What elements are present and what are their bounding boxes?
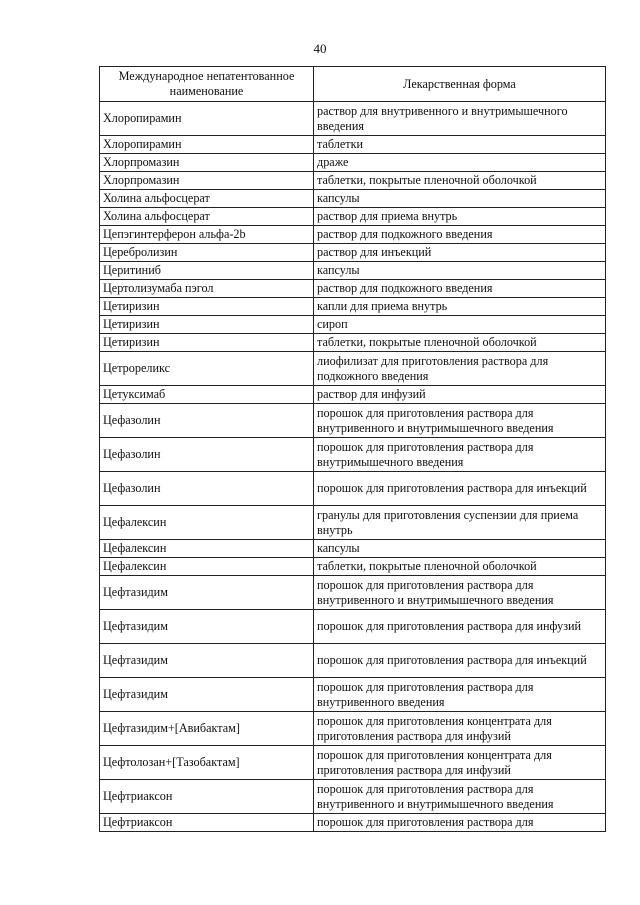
page-number: 40 xyxy=(313,41,327,56)
drug-name-cell: Цефтолозан+[Тазобактам] xyxy=(100,746,314,780)
table-row xyxy=(100,644,606,678)
dosage-form-cell: сироп xyxy=(314,316,606,334)
header-form: Лекарственная форма xyxy=(314,67,606,102)
dosage-form-cell: раствор для инъекций xyxy=(314,244,606,262)
dosage-form-cell: лиофилизат для приготовления раствора для подкожного введения xyxy=(314,352,606,386)
drug-name-cell: Цертолизумаба пэгол xyxy=(100,280,314,298)
table-row xyxy=(100,438,606,472)
table-row xyxy=(100,386,606,404)
drug-name-cell: Хлорпромазин xyxy=(100,154,314,172)
table-row xyxy=(100,334,606,352)
drug-name-cell: Цефтриаксон xyxy=(100,814,314,832)
table-row xyxy=(100,136,606,154)
table-row xyxy=(100,404,606,438)
table-row xyxy=(100,102,606,136)
dosage-form-cell: порошок для приготовления раствора для внутримышечного введения xyxy=(314,438,606,472)
drug-name-cell: Хлоропирамин xyxy=(100,102,314,136)
table-row xyxy=(100,746,606,780)
dosage-form-cell: таблетки, покрытые пленочной оболочкой xyxy=(314,172,606,190)
table-row xyxy=(100,244,606,262)
dosage-form-cell: порошок для приготовления раствора для внутривенного и внутримышечного введения xyxy=(314,780,606,814)
dosage-form-cell: капсулы xyxy=(314,190,606,208)
drug-name-cell: Цефтазидим xyxy=(100,678,314,712)
drug-name-cell: Церитиниб xyxy=(100,262,314,280)
drug-name-cell: Цефалексин xyxy=(100,558,314,576)
dosage-form-cell: раствор для приема внутрь xyxy=(314,208,606,226)
table-row xyxy=(100,610,606,644)
drug-name-cell: Цетиризин xyxy=(100,298,314,316)
table-row xyxy=(100,208,606,226)
drug-name-cell: Цефтазидим+[Авибактам] xyxy=(100,712,314,746)
drug-name-cell: Холина альфосцерат xyxy=(100,208,314,226)
dosage-form-cell: порошок для приготовления концентрата для приготовления раствора для инфузий xyxy=(314,712,606,746)
drug-name-cell: Цетрореликс xyxy=(100,352,314,386)
drug-forms-table xyxy=(99,66,606,832)
dosage-form-cell: порошок для приготовления раствора для xyxy=(314,814,606,832)
drug-name-cell: Цефтриаксон xyxy=(100,780,314,814)
dosage-form-cell: драже xyxy=(314,154,606,172)
table-row xyxy=(100,154,606,172)
drug-name-cell: Цефазолин xyxy=(100,438,314,472)
table-row xyxy=(100,780,606,814)
table-row xyxy=(100,298,606,316)
table-row xyxy=(100,540,606,558)
table-row xyxy=(100,316,606,334)
dosage-form-cell: таблетки xyxy=(314,136,606,154)
drug-name-cell: Цефазолин xyxy=(100,472,314,506)
drug-name-cell: Цепэгинтерферон альфа-2b xyxy=(100,226,314,244)
table-row xyxy=(100,280,606,298)
dosage-form-cell: раствор для внутривенного и внутримышечного введения xyxy=(314,102,606,136)
drug-name-cell: Цефалексин xyxy=(100,506,314,540)
drug-name-cell: Холина альфосцерат xyxy=(100,190,314,208)
dosage-form-cell: раствор для подкожного введения xyxy=(314,226,606,244)
dosage-form-cell: раствор для инфузий xyxy=(314,386,606,404)
dosage-form-cell: таблетки, покрытые пленочной оболочкой xyxy=(314,558,606,576)
table-row xyxy=(100,712,606,746)
dosage-form-cell: гранулы для приготовления суспензии для приема внутрь xyxy=(314,506,606,540)
table-row xyxy=(100,576,606,610)
dosage-form-cell: порошок для приготовления раствора для внутривенного введения xyxy=(314,678,606,712)
dosage-form-cell: порошок для приготовления раствора для внутривенного и внутримышечного введения xyxy=(314,404,606,438)
drug-name-cell: Хлорпромазин xyxy=(100,172,314,190)
header-name: Международное непатентованное наименование xyxy=(100,67,314,102)
dosage-form-cell: капли для приема внутрь xyxy=(314,298,606,316)
drug-name-cell: Церебролизин xyxy=(100,244,314,262)
table-row xyxy=(100,678,606,712)
drug-name-cell: Хлоропирамин xyxy=(100,136,314,154)
table-row xyxy=(100,558,606,576)
dosage-form-cell: капсулы xyxy=(314,262,606,280)
dosage-form-cell: порошок для приготовления раствора для инъекций xyxy=(314,472,606,506)
table-row xyxy=(100,506,606,540)
dosage-form-cell: капсулы xyxy=(314,540,606,558)
table-row xyxy=(100,352,606,386)
drug-name-cell: Цефтазидим xyxy=(100,576,314,610)
dosage-form-cell: порошок для приготовления концентрата для приготовления раствора для инфузий xyxy=(314,746,606,780)
dosage-form-cell: порошок для приготовления раствора для инъекций xyxy=(314,644,606,678)
drug-name-cell: Цетиризин xyxy=(100,316,314,334)
drug-name-cell: Цефазолин xyxy=(100,404,314,438)
table-row xyxy=(100,814,606,832)
dosage-form-cell: раствор для подкожного введения xyxy=(314,280,606,298)
drug-name-cell: Цефтазидим xyxy=(100,644,314,678)
drug-name-cell: Цефтазидим xyxy=(100,610,314,644)
table-header-row xyxy=(100,67,606,102)
table-row xyxy=(100,262,606,280)
drug-name-cell: Цетуксимаб xyxy=(100,386,314,404)
table-row xyxy=(100,190,606,208)
drug-name-cell: Цефалексин xyxy=(100,540,314,558)
dosage-form-cell: таблетки, покрытые пленочной оболочкой xyxy=(314,334,606,352)
drug-name-cell: Цетиризин xyxy=(100,334,314,352)
dosage-form-cell: порошок для приготовления раствора для внутривенного и внутримышечного введения xyxy=(314,576,606,610)
table-row xyxy=(100,172,606,190)
table-row xyxy=(100,472,606,506)
dosage-form-cell: порошок для приготовления раствора для инфузий xyxy=(314,610,606,644)
table-row xyxy=(100,226,606,244)
